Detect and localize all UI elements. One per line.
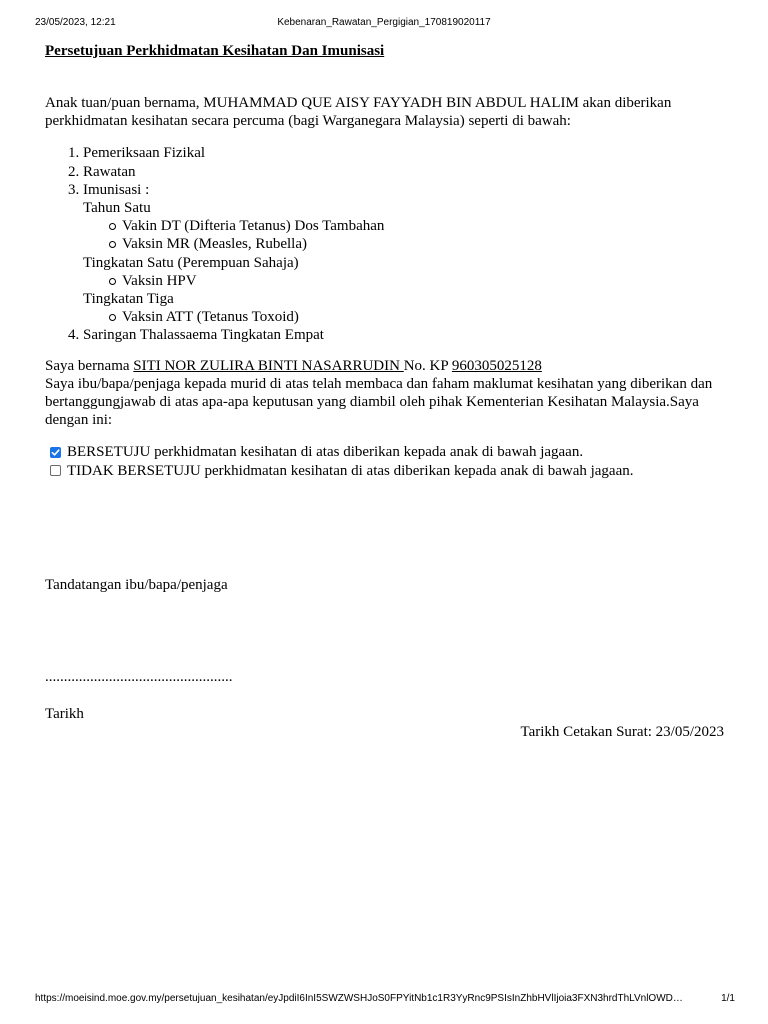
intro-paragraph [45,94,730,130]
print-url: https://moeisind.moe.gov.my/persetujuan_kesihatan/eyJpdiI6InI5SWZWSHJoS0FPYitNb1c1R3YyRnc9PSIsInZhbHVlIjoia3FXN3hrdThLVnlOWD… [35,993,683,1004]
kp-number: 960305025128 [451,357,542,374]
service-item: 1. Pemeriksaan Fizikal [83,144,730,162]
disagree-option[interactable] [45,462,730,480]
signature-label: Tandatangan ibu/bapa/penjaga [45,577,228,593]
immunisation-group-label: Tingkatan Satu (Perempuan Sahaja) [83,254,299,271]
page-number: 1/1 [721,993,735,1004]
intro-suffix: akan diberikan perkhidmatan kesihatan secara percuma (bagi Warganegara Malaysia) seperti di bawah: [45,95,672,130]
child-name: MUHAMMAD QUE AISY FAYYADH BIN ABDUL HALIM [203,95,579,111]
agree-checkbox[interactable] [50,447,61,458]
kp-prefix: No. KP [403,357,452,374]
agree-option[interactable] [45,443,730,461]
signature-line: .................................................. [45,669,233,685]
services-list [45,144,730,344]
vaccine-list [83,272,730,290]
checkmark-icon [51,448,60,457]
vaccine-list [83,308,730,326]
disagree-checkbox[interactable] [50,465,61,476]
vaccine-item: Vaksin ATT (Tetanus Toxoid) [122,308,730,326]
immunisation-group-label: Tingkatan Tiga [83,291,174,308]
immunisation-group-label: Tahun Satu [83,200,151,217]
agree-label: BERSETUJU perkhidmatan kesihatan di atas diberikan kepada anak di bawah jagaan. [67,444,584,461]
service-item-label: Imunisasi : [83,181,150,198]
print-datetime: 23/05/2023, 12:21 [35,17,116,28]
disagree-label: TIDAK BERSETUJU perkhidmatan kesihatan di atas diberikan kepada anak di bawah jagaan. [67,462,634,479]
print-date: Tarikh Cetakan Surat: 23/05/2023 [520,724,724,740]
guardian-declaration [45,357,730,430]
declaration-text: Saya ibu/bapa/penjaga kepada murid di atas telah membaca dan faham maklumat kesihatan yang diberikan dan bertanggungjawab di atas apa-apa keputusan yang diambil oleh pihak Kementerian Kesihatan Malaysia.Saya dengan ini: [45,375,713,429]
service-item: 4. Saringan Thalassaema Tingkatan Empat [83,326,730,344]
date-label: Tarikh [45,706,84,722]
consent-form [45,42,730,480]
page-title: Persetujuan Perkhidmatan Kesihatan Dan Imunisasi [45,43,385,59]
vaccine-item: Vakin DT (Difteria Tetanus) Dos Tambahan [122,217,730,235]
service-item: 2. Rawatan [83,163,730,181]
intro-prefix: Anak tuan/puan bernama, [45,95,204,111]
consent-options [45,443,730,479]
vaccine-item: Vaksin HPV [122,272,730,290]
service-item-immunisation [83,181,730,327]
vaccine-item: Vaksin MR (Measles, Rubella) [122,235,730,253]
print-document-title: Kebenaran_Rawatan_Pergigian_170819020117 [277,17,491,28]
guardian-name: SITI NOR ZULIRA BINTI NASARRUDIN [133,357,404,374]
vaccine-list [83,217,730,253]
guardian-prefix: Saya bernama [45,357,134,374]
